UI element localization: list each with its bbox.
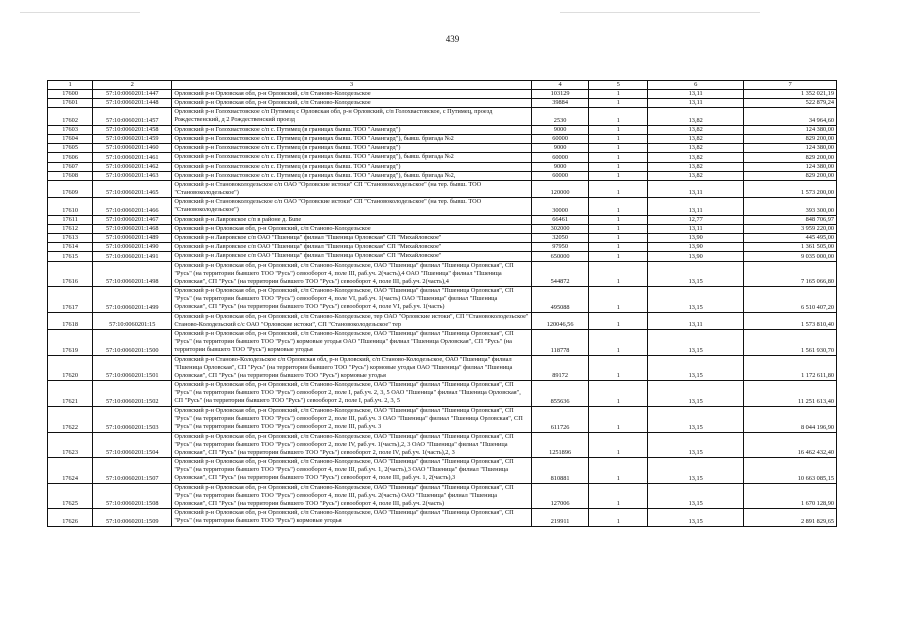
table-row xyxy=(48,234,837,243)
quantity-cell: 1 xyxy=(589,432,648,458)
table-row xyxy=(48,162,837,171)
table-row xyxy=(48,215,837,224)
location-description-cell: Орловский р-н Орловская обл, р-н Орловский, с/п Станово-Колодезьское, ОАО "Пшеница" филиал "Пшеница Орловская", СП "Русь" (на территории бывшего ТОО "Русь") кормовые угодья ОАО "Пшеница" филиал "Пшеница Орловская", СП "Русь" (на территории бывшего ТОО "Русь") кормовые угодья xyxy=(172,330,531,356)
value-cell: 1 573 810,40 xyxy=(744,312,837,329)
cadastral-number-cell: 57:10:0060201:1507 xyxy=(93,458,172,484)
row-number-cell: 17606 xyxy=(48,153,93,162)
location-description-cell: Орловский р-н Голохвастовское с/п с. Путимец (в границах бывш. ТОО "Авангард"), бывш. бригада №2 xyxy=(172,134,531,143)
row-number-cell: 17603 xyxy=(48,125,93,134)
rate-cell: 13,15 xyxy=(648,432,744,458)
area-cell: 120000 xyxy=(531,180,589,197)
row-number-cell: 17613 xyxy=(48,234,93,243)
table-row xyxy=(48,243,837,252)
rate-cell: 13,11 xyxy=(648,180,744,197)
value-cell: 16 462 432,40 xyxy=(744,432,837,458)
location-description-cell: Орловский р-н Орловская обл, р-н Орловский, с/п Станово-Колодезьское, тер ОАО "Орловские истоки", СП "Становоколодезьское" Станово-Колодезьский с/с ОАО "Орловские истоки", СП "Становоколодезьское" тер xyxy=(172,312,531,329)
quantity-cell: 1 xyxy=(589,509,648,526)
land-register-table xyxy=(47,80,837,527)
quantity-cell: 1 xyxy=(589,355,648,381)
quantity-cell: 1 xyxy=(589,261,648,287)
area-cell: 9000 xyxy=(531,125,589,134)
table-row xyxy=(48,312,837,329)
area-cell: 32050 xyxy=(531,234,589,243)
quantity-cell: 1 xyxy=(589,406,648,432)
location-description-cell: Орловский р-н Орловская обл, р-н Орловский, с/п Станово-Колодезьское xyxy=(172,99,531,108)
location-description-cell: Орловский р-н Голохвастовское с/п с. Путимец (в границах бывш. ТОО "Авангард"), бывш. бригада №2, xyxy=(172,171,531,180)
cadastral-number-cell: 57:10:0060201:1500 xyxy=(93,330,172,356)
location-description-cell: Орловский р-н Становоколодезьское с/п ОАО "Орловские истоки" СП "Становоколодезьское" (на тер. бывш. ТОО "Становоколодезьское") xyxy=(172,180,531,197)
rate-cell: 13,11 xyxy=(648,312,744,329)
cadastral-number-cell: 57:10:0060201:1467 xyxy=(93,215,172,224)
value-cell: 2 891 829,65 xyxy=(744,509,837,526)
table-row xyxy=(48,224,837,233)
table-row xyxy=(48,252,837,261)
quantity-cell: 1 xyxy=(589,330,648,356)
row-number-cell: 17604 xyxy=(48,134,93,143)
quantity-cell: 1 xyxy=(589,287,648,313)
cadastral-number-cell: 57:10:0060201:1468 xyxy=(93,224,172,233)
area-cell: 60000 xyxy=(531,153,589,162)
rate-cell: 13,11 xyxy=(648,224,744,233)
cadastral-number-cell: 57:10:0060201:1466 xyxy=(93,198,172,215)
rate-cell: 13,82 xyxy=(648,108,744,125)
rate-cell: 13,15 xyxy=(648,509,744,526)
location-description-cell: Орловский р-н Голохвастовское с/п с. Путимец (в границах бывш. ТОО "Авангард") xyxy=(172,125,531,134)
location-description-cell: Орловский р-н Орловская обл, р-н Орловский, с/п Станово-Колодезьское, ОАО "Пшеница" филиал "Пшеница Орловская", СП "Русь" (на территории бывшего ТОО "Русь") севооборот 2, поле IV, раб.уч. 1(часть),2, 3 ОАО "Пшеница" филиал "Пшеница Орловская", СП "Русь" (на территории бывшего ТОО "Русь") севооборот 2, поле IV, раб.уч. 1(часть),2, 3 xyxy=(172,432,531,458)
row-number-cell: 17602 xyxy=(48,108,93,125)
rate-cell: 13,15 xyxy=(648,458,744,484)
header-cell: 7 xyxy=(744,81,837,90)
table-row xyxy=(48,99,837,108)
quantity-cell: 1 xyxy=(589,224,648,233)
value-cell: 829 200,00 xyxy=(744,134,837,143)
row-number-cell: 17607 xyxy=(48,162,93,171)
table-row xyxy=(48,198,837,215)
header-cell: 4 xyxy=(531,81,589,90)
location-description-cell: Орловский р-н Орловская обл, р-н Орловский, с/п Станово-Колодезьское xyxy=(172,90,531,99)
quantity-cell: 1 xyxy=(589,312,648,329)
rate-cell: 13,15 xyxy=(648,483,744,509)
value-cell: 7 165 066,80 xyxy=(744,261,837,287)
row-number-cell: 17612 xyxy=(48,224,93,233)
table-row xyxy=(48,458,837,484)
quantity-cell: 1 xyxy=(589,108,648,125)
quantity-cell: 1 xyxy=(589,252,648,261)
table-row xyxy=(48,261,837,287)
rate-cell: 13,90 xyxy=(648,252,744,261)
value-cell: 1 361 505,00 xyxy=(744,243,837,252)
row-number-cell: 17615 xyxy=(48,252,93,261)
value-cell: 9 035 000,00 xyxy=(744,252,837,261)
row-number-cell: 17616 xyxy=(48,261,93,287)
rate-cell: 13,82 xyxy=(648,171,744,180)
table-row xyxy=(48,180,837,197)
cadastral-number-cell: 57:10:0060201:1458 xyxy=(93,125,172,134)
area-cell: 66461 xyxy=(531,215,589,224)
header-cell: 5 xyxy=(589,81,648,90)
scan-noise xyxy=(560,12,760,13)
quantity-cell: 1 xyxy=(589,381,648,407)
value-cell: 3 959 220,00 xyxy=(744,224,837,233)
cadastral-number-cell: 57:10:0060201:1460 xyxy=(93,144,172,153)
area-cell: 118778 xyxy=(531,330,589,356)
area-cell: 103129 xyxy=(531,90,589,99)
table-row xyxy=(48,432,837,458)
rate-cell: 13,82 xyxy=(648,153,744,162)
row-number-cell: 17601 xyxy=(48,99,93,108)
row-number-cell: 17624 xyxy=(48,458,93,484)
header-cell: 1 xyxy=(48,81,93,90)
area-cell: 855636 xyxy=(531,381,589,407)
location-description-cell: Орловский р-н Голохвастовское с/п Путимец с Орловская обл, р-н Орловский, с/п Голохвастовское, с Путимец, проезд Рождественский, д 2 Рождественский проезд xyxy=(172,108,531,125)
table-row xyxy=(48,355,837,381)
cadastral-number-cell: 57:10:0060201:1463 xyxy=(93,171,172,180)
area-cell: 495088 xyxy=(531,287,589,313)
row-number-cell: 17608 xyxy=(48,171,93,180)
cadastral-number-cell: 57:10:0060201:1499 xyxy=(93,287,172,313)
rate-cell: 13,82 xyxy=(648,162,744,171)
value-cell: 445 495,00 xyxy=(744,234,837,243)
cadastral-number-cell: 57:10:0060201:1462 xyxy=(93,162,172,171)
area-cell: 9000 xyxy=(531,144,589,153)
quantity-cell: 1 xyxy=(589,215,648,224)
location-description-cell: Орловский р-н Орловская обл, р-н Орловский, с/п Станово-Колодезьское, ОАО "Пшеница" филиал "Пшеница Орловская", СП "Русь" (на территории бывшего ТОО "Русь") кормовые угодья xyxy=(172,509,531,526)
cadastral-number-cell: 57:10:0060201:1447 xyxy=(93,90,172,99)
rate-cell: 13,15 xyxy=(648,330,744,356)
quantity-cell: 1 xyxy=(589,134,648,143)
row-number-cell: 17617 xyxy=(48,287,93,313)
quantity-cell: 1 xyxy=(589,144,648,153)
scan-noise xyxy=(20,12,140,13)
row-number-cell: 17611 xyxy=(48,215,93,224)
rate-cell: 13,82 xyxy=(648,134,744,143)
area-cell: 127006 xyxy=(531,483,589,509)
rate-cell: 13,15 xyxy=(648,355,744,381)
location-description-cell: Орловский р-н Голохвастовское с/п с. Путимец (в границах бывш. ТОО "Авангард") xyxy=(172,144,531,153)
quantity-cell: 1 xyxy=(589,234,648,243)
value-cell: 829 200,00 xyxy=(744,171,837,180)
location-description-cell: Орловский р-н Орловская обл, р-н Орловский, с/п Станово-Колодезьское xyxy=(172,224,531,233)
location-description-cell: Орловский р-н Станово-Колодезьское с/п Орловская обл, р-н Орловский, с/п Станово-Колодезьское, ОАО "Пшеница" филиал "Пшеница Орловская", СП "Русь" (на территории бывшего ТОО "Русь") кормовые угодья ОАО "Пшеница" филиал "Пшеница Орловская", СП "Русь" (на территории бывшего ТОО "Русь") кормовые угодья xyxy=(172,355,531,381)
value-cell: 393 300,00 xyxy=(744,198,837,215)
rate-cell: 13,82 xyxy=(648,125,744,134)
cadastral-number-cell: 57:10:0060201:1459 xyxy=(93,134,172,143)
area-cell: 2530 xyxy=(531,108,589,125)
cadastral-number-cell: 57:10:0060201:1502 xyxy=(93,381,172,407)
value-cell: 829 200,00 xyxy=(744,153,837,162)
table-header-row xyxy=(48,81,837,90)
row-number-cell: 17619 xyxy=(48,330,93,356)
rate-cell: 13,15 xyxy=(648,287,744,313)
cadastral-number-cell: 57:10:0060201:1465 xyxy=(93,180,172,197)
cadastral-number-cell: 57:10:0060201:1503 xyxy=(93,406,172,432)
value-cell: 1 561 930,70 xyxy=(744,330,837,356)
cadastral-number-cell: 57:10:0060201:1509 xyxy=(93,509,172,526)
table-row xyxy=(48,287,837,313)
value-cell: 124 380,00 xyxy=(744,144,837,153)
table-row xyxy=(48,406,837,432)
rate-cell: 13,11 xyxy=(648,198,744,215)
rate-cell: 13,15 xyxy=(648,381,744,407)
location-description-cell: Орловский р-н Голохвастовское с/п с. Путимец (в границах бывш. ТОО "Авангард") xyxy=(172,162,531,171)
table-row xyxy=(48,330,837,356)
cadastral-number-cell: 57:10:0060201:1498 xyxy=(93,261,172,287)
rate-cell: 13,11 xyxy=(648,99,744,108)
rate-cell: 13,82 xyxy=(648,144,744,153)
location-description-cell: Орловский р-н Орловская обл, р-н Орловский, с/п Станово-Колодезьское, ОАО "Пшеница" филиал "Пшеница Орловская", СП "Русь" (на территории бывшего ТОО "Русь") севооборот 4, поле VI, раб.уч. 1(часть) ОАО "Пшеница" филиал "Пшеница Орловская", СП "Русь" (на территории бывшего ТОО "Русь") севооборот 4, поле VI, раб.уч. 1(часть) xyxy=(172,287,531,313)
quantity-cell: 1 xyxy=(589,483,648,509)
row-number-cell: 17623 xyxy=(48,432,93,458)
area-cell: 30000 xyxy=(531,198,589,215)
location-description-cell: Орловский р-н Лавровское с/п ОАО "Пшеница" филиал "Пшеница Орловская" СП "Михайловское" xyxy=(172,234,531,243)
value-cell: 124 380,00 xyxy=(744,162,837,171)
row-number-cell: 17618 xyxy=(48,312,93,329)
area-cell: 97950 xyxy=(531,243,589,252)
area-cell: 544872 xyxy=(531,261,589,287)
value-cell: 522 879,24 xyxy=(744,99,837,108)
row-number-cell: 17614 xyxy=(48,243,93,252)
area-cell: 89172 xyxy=(531,355,589,381)
area-cell: 60000 xyxy=(531,134,589,143)
value-cell: 11 251 613,40 xyxy=(744,381,837,407)
value-cell: 1 573 200,00 xyxy=(744,180,837,197)
location-description-cell: Орловский р-н Орловская обл, р-н Орловский, с/п Станово-Колодезьское, ОАО "Пшеница" филиал "Пшеница Орловская", СП "Русь" (на территории бывшего ТОО "Русь") севооборот 4, поле III, раб.уч. 2(часть) ОАО "Пшеница" филиал "Пшеница Орловская", СП "Русь" (на территории бывшего ТОО "Русь") севооборот 4, поле III, раб.уч. 2(часть) xyxy=(172,483,531,509)
area-cell: 611726 xyxy=(531,406,589,432)
value-cell: 1 172 611,80 xyxy=(744,355,837,381)
cadastral-number-cell: 57:10:0060201:1508 xyxy=(93,483,172,509)
table-row xyxy=(48,381,837,407)
area-cell: 650000 xyxy=(531,252,589,261)
table-row xyxy=(48,134,837,143)
cadastral-number-cell: 57:10:0060201:1491 xyxy=(93,252,172,261)
value-cell: 34 964,60 xyxy=(744,108,837,125)
table-row xyxy=(48,108,837,125)
location-description-cell: Орловский р-н Орловская обл, р-н Орловский, с/п Станово-Колодезьское, ОАО "Пшеница" филиал "Пшеница Орловская", СП "Русь" (на территории бывшего ТОО "Русь") севооборот 4, поле III, раб.уч. 2(часть),4 ОАО "Пшеница" филиал "Пшеница Орловская", СП "Русь" (на территории бывшего ТОО "Русь") севооборот 4, поле III, раб.уч. 2(часть),4 xyxy=(172,261,531,287)
table-row xyxy=(48,171,837,180)
header-cell: 6 xyxy=(648,81,744,90)
table-row xyxy=(48,509,837,526)
rate-cell: 13,15 xyxy=(648,406,744,432)
value-cell: 6 510 407,20 xyxy=(744,287,837,313)
rate-cell: 13,15 xyxy=(648,261,744,287)
quantity-cell: 1 xyxy=(589,180,648,197)
row-number-cell: 17621 xyxy=(48,381,93,407)
location-description-cell: Орловский р-н Голохвастовское с/п с. Путимец (в границах бывш. ТОО "Авангард"), бывш. бригада №2 xyxy=(172,153,531,162)
quantity-cell: 1 xyxy=(589,171,648,180)
quantity-cell: 1 xyxy=(589,162,648,171)
location-description-cell: Орловский р-н Орловская обл, р-н Орловский, с/п Станово-Колодезьское, ОАО "Пшеница" филиал "Пшеница Орловская", СП "Русь" (на территории бывшего ТОО "Русь") севооборот 2, поле I, раб.уч. 2, 3, 5 ОАО "Пшеница" филиал "Пшеница Орловская", СП "Русь" (на территории бывшего ТОО "Русь") севооборот 2, поле I, раб.уч. 2, 3, 5 xyxy=(172,381,531,407)
row-number-cell: 17626 xyxy=(48,509,93,526)
cadastral-number-cell: 57:10:0060201:1457 xyxy=(93,108,172,125)
quantity-cell: 1 xyxy=(589,125,648,134)
area-cell: 219911 xyxy=(531,509,589,526)
table-row xyxy=(48,125,837,134)
area-cell: 302000 xyxy=(531,224,589,233)
rate-cell: 13,90 xyxy=(648,234,744,243)
row-number-cell: 17610 xyxy=(48,198,93,215)
value-cell: 1 352 021,19 xyxy=(744,90,837,99)
quantity-cell: 1 xyxy=(589,243,648,252)
value-cell: 8 044 196,90 xyxy=(744,406,837,432)
location-description-cell: Орловский р-н Лавровское с/п в районе д. Бune xyxy=(172,215,531,224)
quantity-cell: 1 xyxy=(589,198,648,215)
cadastral-number-cell: 57:10:0060201:1490 xyxy=(93,243,172,252)
quantity-cell: 1 xyxy=(589,153,648,162)
cadastral-number-cell: 57:10:0060201:15 xyxy=(93,312,172,329)
row-number-cell: 17605 xyxy=(48,144,93,153)
value-cell: 848 706,97 xyxy=(744,215,837,224)
table-row xyxy=(48,153,837,162)
area-cell: 120046,56 xyxy=(531,312,589,329)
location-description-cell: Орловский р-н Становоколодезьское с/п ОАО "Орловские истоки" СП "Становоколодезьское" (на тер. бывш. ТОО "Становоколодезьское") xyxy=(172,198,531,215)
quantity-cell: 1 xyxy=(589,99,648,108)
area-cell: 9000 xyxy=(531,162,589,171)
cadastral-number-cell: 57:10:0060201:1501 xyxy=(93,355,172,381)
row-number-cell: 17625 xyxy=(48,483,93,509)
header-cell: 2 xyxy=(93,81,172,90)
table-row xyxy=(48,90,837,99)
rate-cell: 12,77 xyxy=(648,215,744,224)
value-cell: 1 670 128,90 xyxy=(744,483,837,509)
value-cell: 10 663 085,15 xyxy=(744,458,837,484)
quantity-cell: 1 xyxy=(589,90,648,99)
rate-cell: 13,11 xyxy=(648,90,744,99)
rate-cell: 13,90 xyxy=(648,243,744,252)
table-row xyxy=(48,144,837,153)
area-cell: 39884 xyxy=(531,99,589,108)
cadastral-number-cell: 57:10:0060201:1504 xyxy=(93,432,172,458)
value-cell: 124 380,00 xyxy=(744,125,837,134)
location-description-cell: Орловский р-н Орловская обл, р-н Орловский, с/п Станово-Колодезьское, ОАО "Пшеница" филиал "Пшеница Орловская", СП "Русь" (на территории бывшего ТОО "Русь") севооборот 4, поле III, раб.уч. 1, 2(часть),3 ОАО "Пшеница" филиал "Пшеница Орловская", СП "Русь" (на территории бывшего ТОО "Русь") севооборот 4, поле III, раб.уч. 1, 2(часть),3 xyxy=(172,458,531,484)
location-description-cell: Орловский р-н Лавровское с/п ОАО "Пшеница" филиал "Пшеница Орловская" СП "Михайловское" xyxy=(172,252,531,261)
row-number-cell: 17600 xyxy=(48,90,93,99)
area-cell: 1251896 xyxy=(531,432,589,458)
area-cell: 60000 xyxy=(531,171,589,180)
quantity-cell: 1 xyxy=(589,458,648,484)
page-number: 439 xyxy=(445,34,460,44)
row-number-cell: 17620 xyxy=(48,355,93,381)
row-number-cell: 17622 xyxy=(48,406,93,432)
location-description-cell: Орловский р-н Орловская обл, р-н Орловский, с/п Станово-Колодезьское, ОАО "Пшеница" филиал "Пшеница Орловская", СП "Русь" (на территории бывшего ТОО "Русь") севооборот 2, поле III, раб.уч. 3 ОАО "Пшеница" филиал "Пшеница Орловская", СП "Русь" (на территории бывшего ТОО "Русь") севооборот 2, поле III, раб.уч. 3 xyxy=(172,406,531,432)
row-number-cell: 17609 xyxy=(48,180,93,197)
area-cell: 810881 xyxy=(531,458,589,484)
header-cell: 3 xyxy=(172,81,531,90)
table-row xyxy=(48,483,837,509)
cadastral-number-cell: 57:10:0060201:1448 xyxy=(93,99,172,108)
location-description-cell: Орловский р-н Лавровское с/п ОАО "Пшеница" филиал "Пшеница Орловская" СП "Михайловское" xyxy=(172,243,531,252)
cadastral-number-cell: 57:10:0060201:1461 xyxy=(93,153,172,162)
cadastral-number-cell: 57:10:0060201:1489 xyxy=(93,234,172,243)
